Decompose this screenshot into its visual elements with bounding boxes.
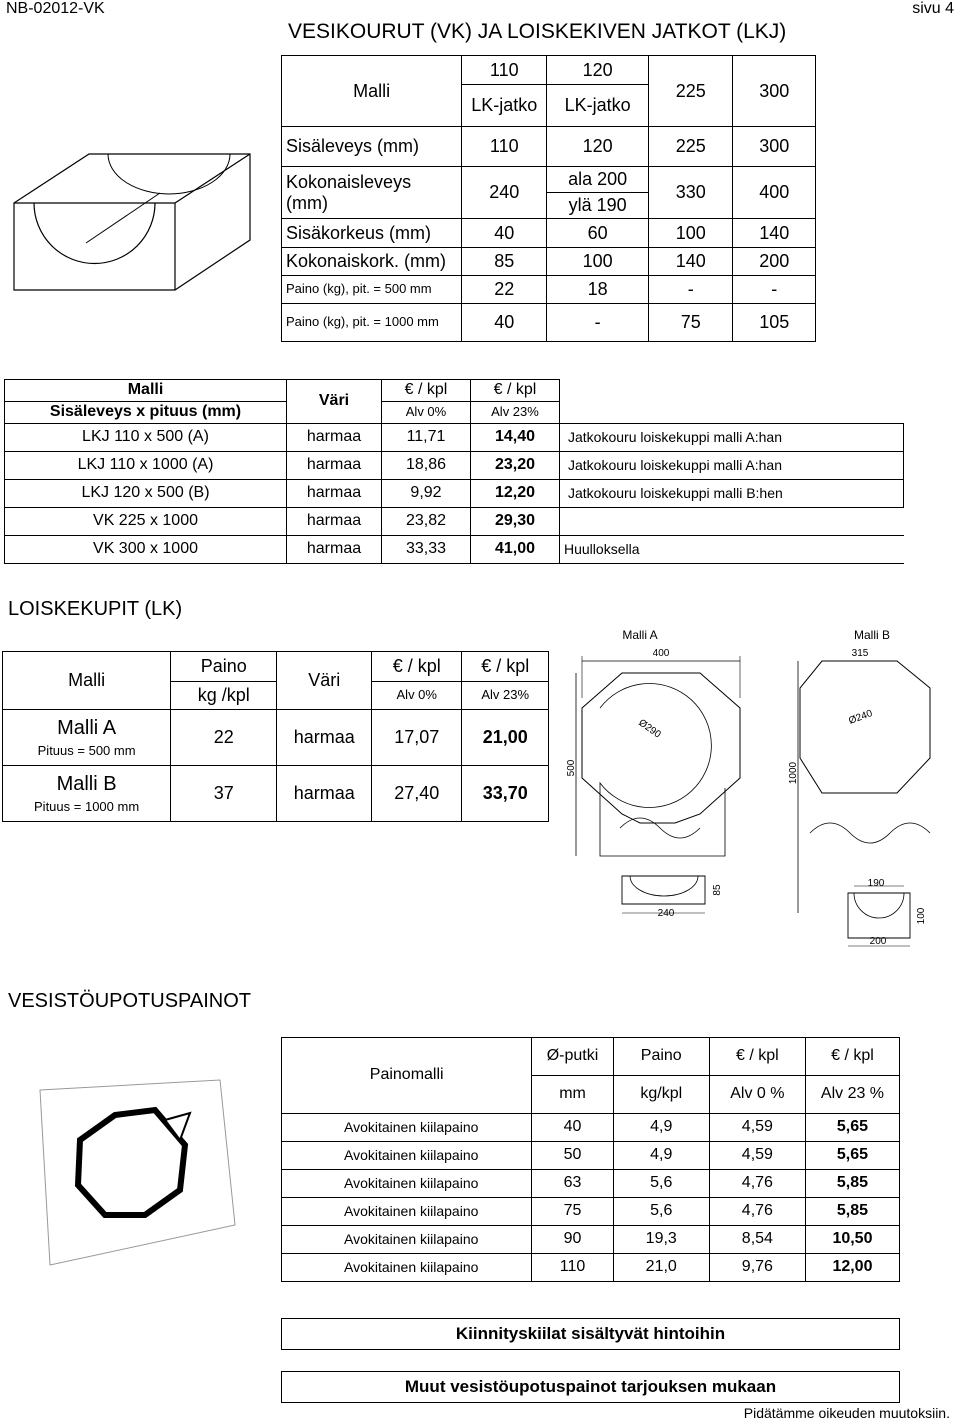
lk-row <box>3 710 549 766</box>
dim-s2-top: 190 <box>867 878 885 889</box>
lk-cell-p23: 33,70 <box>462 766 549 822</box>
lk-header-malli: Malli <box>3 652 171 710</box>
lk-cell-name <box>3 766 171 822</box>
vp-cell-pipe: 50 <box>532 1142 613 1170</box>
spec-cell: 75 <box>649 304 733 342</box>
dim-s2-height: 100 <box>916 907 927 925</box>
vp-cell-pipe: 40 <box>532 1114 613 1142</box>
vp-row <box>282 1170 900 1198</box>
vp-header-pipe-sub: mm <box>532 1076 613 1114</box>
price-header-spacer <box>560 380 904 424</box>
lk-model-sub: Pituus = 500 mm <box>37 742 136 758</box>
spec-row-label: Paino (kg), pit. = 500 mm <box>282 276 462 304</box>
spec-cell: 105 <box>733 304 816 342</box>
spec-header-120-sub: LK-jatko <box>547 85 649 127</box>
vp-cell-name: Avokitainen kiilapaino <box>282 1170 532 1198</box>
lk-header-p2: € / kpl <box>462 652 549 682</box>
page-number: sivu 4 <box>912 0 954 17</box>
spec-cell: - <box>649 276 733 304</box>
lk-header-vari: Väri <box>277 652 372 710</box>
lk-cell-name <box>3 710 171 766</box>
dim-a-width: 400 <box>652 648 670 659</box>
spec-header-malli: Malli <box>282 56 462 127</box>
price-row <box>5 536 904 564</box>
dim-a-length: 500 <box>566 759 577 777</box>
spec-table <box>281 55 816 342</box>
price-cell-p23: 14,40 <box>471 424 560 452</box>
vp-row <box>282 1142 900 1170</box>
price-cell-p23: 29,30 <box>471 508 560 536</box>
lk-cell-color: harmaa <box>277 766 372 822</box>
vp-header-model: Painomalli <box>282 1038 532 1114</box>
spec-header-120: 120 <box>547 56 649 85</box>
price-header-p1: € / kpl <box>382 380 471 402</box>
price-cell-p0: 11,71 <box>382 424 471 452</box>
lk-header-p1-sub: Alv 0% <box>372 682 462 710</box>
lk-cell-p0: 27,40 <box>372 766 462 822</box>
gutter-drawing <box>10 150 260 370</box>
lk-model-sub: Pituus = 1000 mm <box>34 798 140 814</box>
dim-s1-height: 85 <box>712 884 723 896</box>
vp-cell-p23: 10,50 <box>805 1226 899 1254</box>
spec-cell: 100 <box>547 248 649 276</box>
price-cell-color: harmaa <box>287 536 382 564</box>
price-cell-color: harmaa <box>287 424 382 452</box>
spec-cell: 225 <box>649 127 733 167</box>
vp-header-p1: € / kpl <box>709 1038 805 1076</box>
spec-cell: 300 <box>733 127 816 167</box>
price-cell-note: Jatkokouru loiskekuppi malli A:han <box>560 452 904 480</box>
lk-model-name: Malli B <box>56 772 117 795</box>
vp-cell-p0: 4,59 <box>709 1114 805 1142</box>
vp-header-p2: € / kpl <box>805 1038 899 1076</box>
vp-header-pipe: Ø-putki <box>532 1038 613 1076</box>
vp-row <box>282 1226 900 1254</box>
note-muut-painot: Muut vesistöupotuspainot tarjouksen mukaan <box>281 1371 900 1403</box>
price-header-vari: Väri <box>287 380 382 424</box>
lk-header-p1: € / kpl <box>372 652 462 682</box>
vp-cell-p0: 4,59 <box>709 1142 805 1170</box>
vp-cell-p23: 5,65 <box>805 1142 899 1170</box>
price-cell-name: VK 225 x 1000 <box>5 508 287 536</box>
spec-header-110-sub: LK-jatko <box>462 85 547 127</box>
price-cell-color: harmaa <box>287 452 382 480</box>
lk-table <box>2 651 549 822</box>
spec-cell: 140 <box>733 219 816 248</box>
vp-cell-weight: 21,0 <box>613 1254 709 1282</box>
vp-header-p2-sub: Alv 23 % <box>805 1076 899 1114</box>
vp-cell-p0: 4,76 <box>709 1170 805 1198</box>
vp-row <box>282 1198 900 1226</box>
price-table <box>4 379 904 564</box>
price-header-malli: Malli <box>5 380 287 402</box>
price-cell-name: LKJ 120 x 500 (B) <box>5 480 287 508</box>
vp-cell-p23: 5,85 <box>805 1198 899 1226</box>
vp-header-weight: Paino <box>613 1038 709 1076</box>
dim-b-length: 1000 <box>788 761 799 785</box>
section-title-vp: VESISTÖUPOTUSPAINOT <box>8 990 251 1012</box>
note-kiinnityskiilat: Kiinnityskiilat sisältyvät hintoihin <box>281 1318 900 1350</box>
vp-header-p1-sub: Alv 0 % <box>709 1076 805 1114</box>
dim-b-dia: Ø240 <box>847 708 875 727</box>
spec-cell: 85 <box>462 248 547 276</box>
price-cell-note: Jatkokouru loiskekuppi malli A:han <box>560 424 904 452</box>
spec-cell: 18 <box>547 276 649 304</box>
spec-cell: - <box>733 276 816 304</box>
vp-cell-p0: 9,76 <box>709 1254 805 1282</box>
price-cell-note: Huulloksella <box>560 536 904 564</box>
vp-row <box>282 1114 900 1142</box>
price-cell-name: LKJ 110 x 1000 (A) <box>5 452 287 480</box>
vp-cell-p0: 4,76 <box>709 1198 805 1226</box>
doc-id: NB-02012-VK <box>6 0 105 17</box>
vp-cell-name: Avokitainen kiilapaino <box>282 1254 532 1282</box>
vp-cell-weight: 19,3 <box>613 1226 709 1254</box>
price-row <box>5 452 904 480</box>
price-row <box>5 424 904 452</box>
spec-cell: ala 200 <box>547 167 649 193</box>
spec-cell: 240 <box>462 167 547 219</box>
spec-header-300: 300 <box>733 56 816 127</box>
spec-cell: 200 <box>733 248 816 276</box>
vp-cell-pipe: 63 <box>532 1170 613 1198</box>
spec-cell: 22 <box>462 276 547 304</box>
price-cell-p23: 41,00 <box>471 536 560 564</box>
price-cell-name: VK 300 x 1000 <box>5 536 287 564</box>
spec-row-label: Kokonaiskork. (mm) <box>282 248 462 276</box>
lk-model-name: Malli A <box>57 716 117 739</box>
lk-cell-weight: 37 <box>171 766 277 822</box>
vp-cell-weight: 5,6 <box>613 1198 709 1226</box>
vp-row <box>282 1254 900 1282</box>
spec-cell: 330 <box>649 167 733 219</box>
price-cell-p23: 23,20 <box>471 452 560 480</box>
vp-cell-pipe: 110 <box>532 1254 613 1282</box>
spec-cell: 40 <box>462 304 547 342</box>
label-malli-a: Malli A <box>622 628 658 642</box>
lk-header-paino-sub: kg /kpl <box>171 682 277 710</box>
lk-cell-p23: 21,00 <box>462 710 549 766</box>
weight-drawing <box>30 1075 240 1275</box>
price-cell-p0: 33,33 <box>382 536 471 564</box>
price-row <box>5 480 904 508</box>
spec-cell: 120 <box>547 127 649 167</box>
spec-cell: 140 <box>649 248 733 276</box>
spec-cell: - <box>547 304 649 342</box>
vp-cell-pipe: 75 <box>532 1198 613 1226</box>
price-cell-note <box>560 508 904 536</box>
price-row <box>5 508 904 536</box>
page-title: VESIKOURUT (VK) JA LOISKEKIVEN JATKOT (LKJ) <box>288 20 787 43</box>
price-header-size: Sisäleveys x pituus (mm) <box>5 402 287 424</box>
spec-cell: 110 <box>462 127 547 167</box>
spec-row-label: Paino (kg), pit. = 1000 mm <box>282 304 462 342</box>
price-cell-color: harmaa <box>287 480 382 508</box>
price-cell-p0: 18,86 <box>382 452 471 480</box>
price-header-p1-sub: Alv 0% <box>382 402 471 424</box>
price-cell-p0: 23,82 <box>382 508 471 536</box>
dim-s2-width: 200 <box>869 936 887 947</box>
footer-note: Pidätämme oikeuden muutoksiin. <box>743 1405 950 1421</box>
lk-header-p2-sub: Alv 23% <box>462 682 549 710</box>
spec-row-label: Sisäkorkeus (mm) <box>282 219 462 248</box>
lk-cell-weight: 22 <box>171 710 277 766</box>
vp-cell-weight: 5,6 <box>613 1170 709 1198</box>
spec-cell: 100 <box>649 219 733 248</box>
spec-header-110: 110 <box>462 56 547 85</box>
spec-row-label: Kokonaisleveys (mm) <box>282 167 462 219</box>
spec-cell: 400 <box>733 167 816 219</box>
vp-cell-name: Avokitainen kiilapaino <box>282 1226 532 1254</box>
section-title-lk: LOISKEKUPIT (LK) <box>8 598 183 620</box>
vp-cell-weight: 4,9 <box>613 1142 709 1170</box>
dim-b-width: 315 <box>851 648 869 659</box>
spec-cell: ylä 190 <box>547 193 649 219</box>
price-header-p2-sub: Alv 23% <box>471 402 560 424</box>
lk-drawing <box>560 628 955 953</box>
dim-s1-width: 240 <box>657 908 675 919</box>
spec-header-225: 225 <box>649 56 733 127</box>
lk-row <box>3 766 549 822</box>
spec-row-label: Sisäleveys (mm) <box>282 127 462 167</box>
lk-header-paino: Paino <box>171 652 277 682</box>
vp-cell-pipe: 90 <box>532 1226 613 1254</box>
price-cell-color: harmaa <box>287 508 382 536</box>
vp-header-weight-sub: kg/kpl <box>613 1076 709 1114</box>
lk-cell-p0: 17,07 <box>372 710 462 766</box>
price-cell-p0: 9,92 <box>382 480 471 508</box>
vp-cell-p23: 5,85 <box>805 1170 899 1198</box>
vp-cell-name: Avokitainen kiilapaino <box>282 1142 532 1170</box>
spec-cell: 40 <box>462 219 547 248</box>
price-cell-note: Jatkokouru loiskekuppi malli B:hen <box>560 480 904 508</box>
label-malli-b: Malli B <box>853 628 891 642</box>
price-cell-name: LKJ 110 x 500 (A) <box>5 424 287 452</box>
dim-a-dia: Ø290 <box>636 717 663 741</box>
vp-cell-name: Avokitainen kiilapaino <box>282 1198 532 1226</box>
vp-table <box>281 1037 900 1282</box>
price-header-p2: € / kpl <box>471 380 560 402</box>
lk-cell-color: harmaa <box>277 710 372 766</box>
vp-cell-p23: 5,65 <box>805 1114 899 1142</box>
vp-cell-weight: 4,9 <box>613 1114 709 1142</box>
vp-cell-p23: 12,00 <box>805 1254 899 1282</box>
spec-cell: 60 <box>547 219 649 248</box>
vp-cell-p0: 8,54 <box>709 1226 805 1254</box>
price-cell-p23: 12,20 <box>471 480 560 508</box>
vp-cell-name: Avokitainen kiilapaino <box>282 1114 532 1142</box>
